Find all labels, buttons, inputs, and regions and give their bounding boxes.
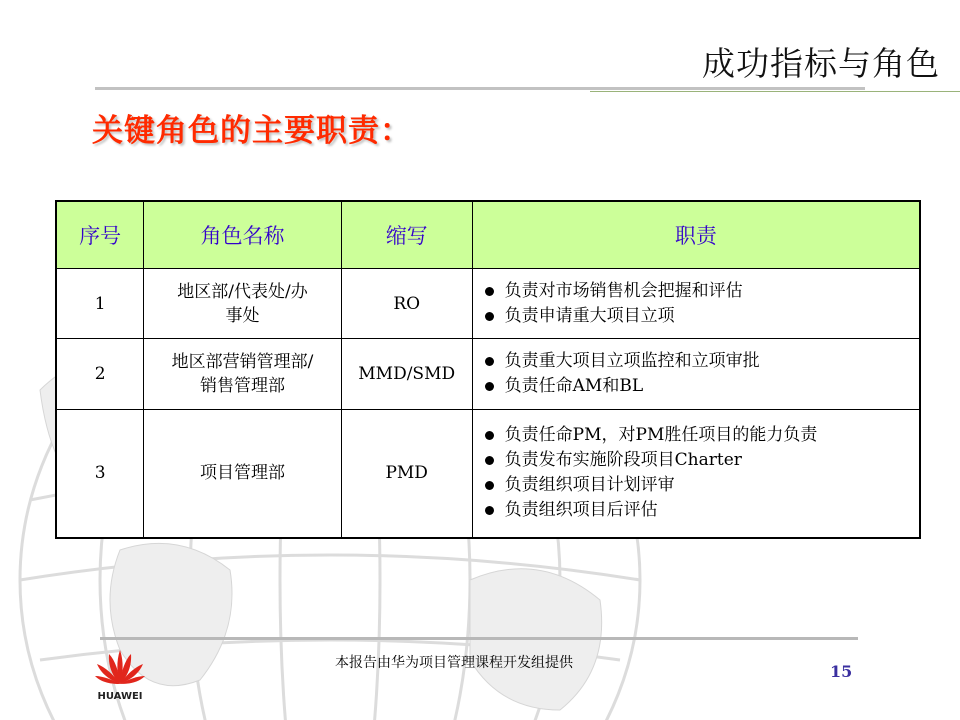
logo-text: HUAWEI [97,691,143,702]
table-header-row [56,201,920,269]
table-row [56,410,920,538]
cell-abbr: PMD [341,410,472,538]
cell-role-name [144,269,341,339]
cell-duties [472,410,920,538]
cell-abbr: MMD/SMD [341,339,472,410]
cell-no: 3 [56,410,144,538]
footer-divider [100,637,858,640]
cell-role-name [144,410,341,538]
role-name-line: 地区部/代表处/办 [177,281,308,302]
duty-item: 负责任命PM，对PM胜任项目的能力负责 [483,423,909,448]
header-abbr: 缩写 [341,201,472,269]
role-name-line: 地区部营销管理部/ [171,352,314,372]
top-divider-accent [590,91,960,92]
huawei-logo [94,648,146,702]
header-role-name: 角色名称 [144,201,341,269]
role-name-line: 销售管理部 [200,376,285,396]
duty-item: 负责对市场销售机会把握和评估 [483,279,909,304]
role-name-line: 事处 [225,305,260,326]
cell-duties [472,269,920,339]
footer-text: 本报告由华为项目管理课程开发组提供 [335,655,573,671]
cell-duties [472,339,920,410]
header-no: 序号 [56,201,144,269]
duty-item: 负责任命AM和BL [483,374,909,399]
role-name-line: 项目管理部 [200,463,285,484]
cell-no: 2 [56,339,144,410]
slide-subtitle: 关键角色的主要职责： [92,113,412,149]
top-divider [95,87,865,90]
duty-item: 负责发布实施阶段项目Charter [483,448,909,473]
table-row [56,269,920,339]
duty-item: 负责组织项目计划评审 [483,473,909,498]
huawei-flower-icon [94,648,146,686]
duty-item: 负责申请重大项目立项 [483,304,909,329]
cell-role-name [144,339,341,410]
slide-title: 成功指标与角色 [702,44,940,83]
duty-item: 负责组织项目后评估 [483,498,909,523]
table-row [56,339,920,410]
duty-item: 负责重大项目立项监控和立项审批 [483,349,909,374]
header-duties: 职责 [472,201,920,269]
roles-table [55,200,921,539]
cell-abbr: RO [341,269,472,339]
cell-no: 1 [56,269,144,339]
page-number: 15 [830,662,853,681]
